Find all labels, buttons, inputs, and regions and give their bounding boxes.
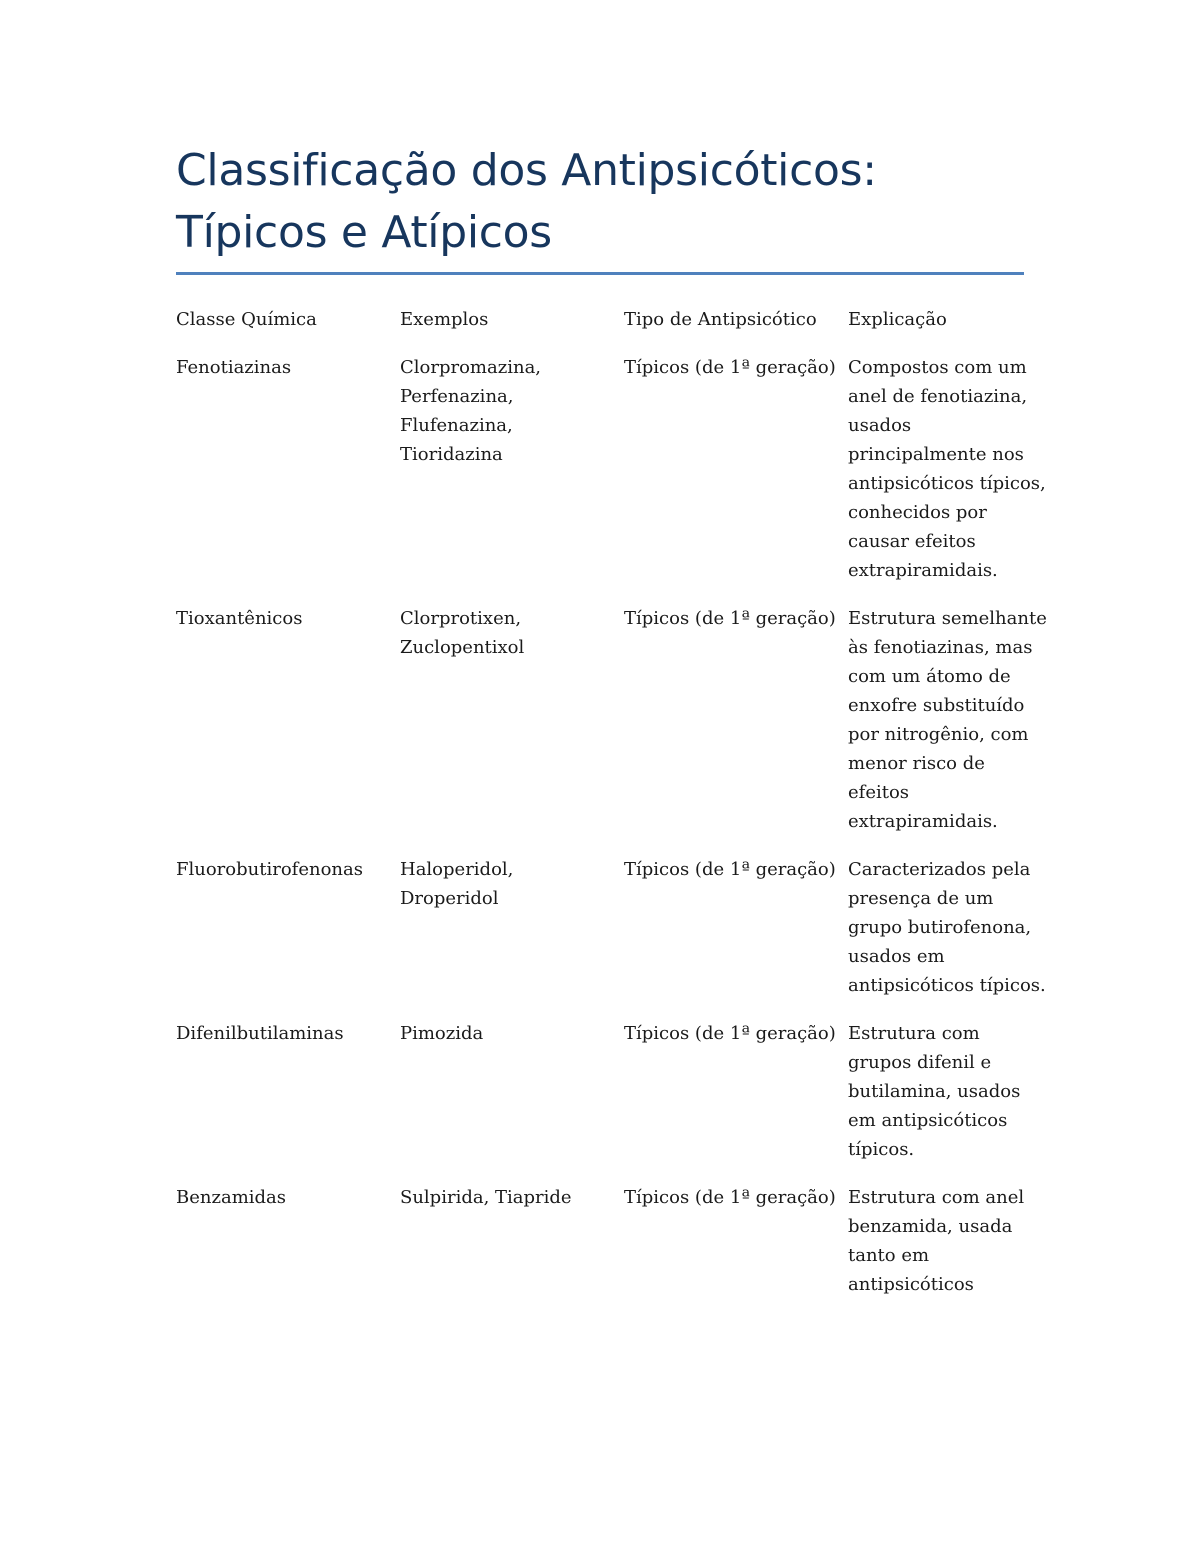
table-cell: Fluorobutirofenonas — [176, 859, 363, 880]
table-cell: Sulpirida, Tiapride — [400, 1187, 572, 1208]
table-cell: Estrutura semelhante às fenotiazinas, mas com um átomo de enxofre substituído por nitrogênio, com menor risco de efeitos extrapiramidais. — [848, 608, 1047, 832]
table-cell: Haloperidol, Droperidol — [400, 859, 514, 909]
header-cell: Explicação — [848, 309, 947, 330]
table-cell: Típicos (de 1ª geração) — [624, 608, 836, 629]
header-cell: Exemplos — [400, 309, 489, 330]
table-row — [176, 855, 1048, 1019]
table-cell: Clorprotixen, Zuclopentixol — [400, 608, 525, 658]
table-cell: Típicos (de 1ª geração) — [624, 859, 836, 880]
document-page — [176, 140, 1047, 1318]
title-underline — [176, 272, 1024, 275]
table-cell: Clorpromazina, Perfenazina, Flufenazina, Tioridazina — [400, 357, 542, 465]
classification-table — [176, 305, 1048, 1318]
table-row — [176, 1183, 1048, 1318]
header-cell: Classe Química — [176, 309, 317, 330]
table-cell: Estrutura com anel benzamida, usada tanto em antipsicóticos — [848, 1187, 1025, 1295]
header-cell: Tipo de Antipsicótico — [624, 309, 817, 330]
table-cell: Típicos (de 1ª geração) — [624, 1187, 836, 1208]
table-header-row — [176, 305, 1048, 353]
table-cell: Compostos com um anel de fenotiazina, usados principalmente nos antipsicóticos típicos, conhecidos por causar efeitos extrapiramidais. — [848, 357, 1046, 581]
table-cell: Estrutura com grupos difenil e butilamina, usados em antipsicóticos típicos. — [848, 1023, 1021, 1160]
table-cell: Típicos (de 1ª geração) — [624, 1023, 836, 1044]
table-row — [176, 604, 1048, 855]
table-cell: Benzamidas — [176, 1187, 287, 1208]
document-title: Classificação dos Antipsicóticos: Típicos e Atípicos — [176, 145, 877, 258]
table-cell: Caracterizados pela presença de um grupo butirofenona, usados em antipsicóticos típicos. — [848, 859, 1046, 996]
table-row — [176, 1019, 1048, 1183]
table-cell: Tioxantênicos — [176, 608, 303, 629]
table-cell: Difenilbutilaminas — [176, 1023, 344, 1044]
table-row — [176, 353, 1048, 604]
table-cell: Típicos (de 1ª geração) — [624, 357, 836, 378]
table-cell: Pimozida — [400, 1023, 484, 1044]
table-cell: Fenotiazinas — [176, 357, 292, 378]
